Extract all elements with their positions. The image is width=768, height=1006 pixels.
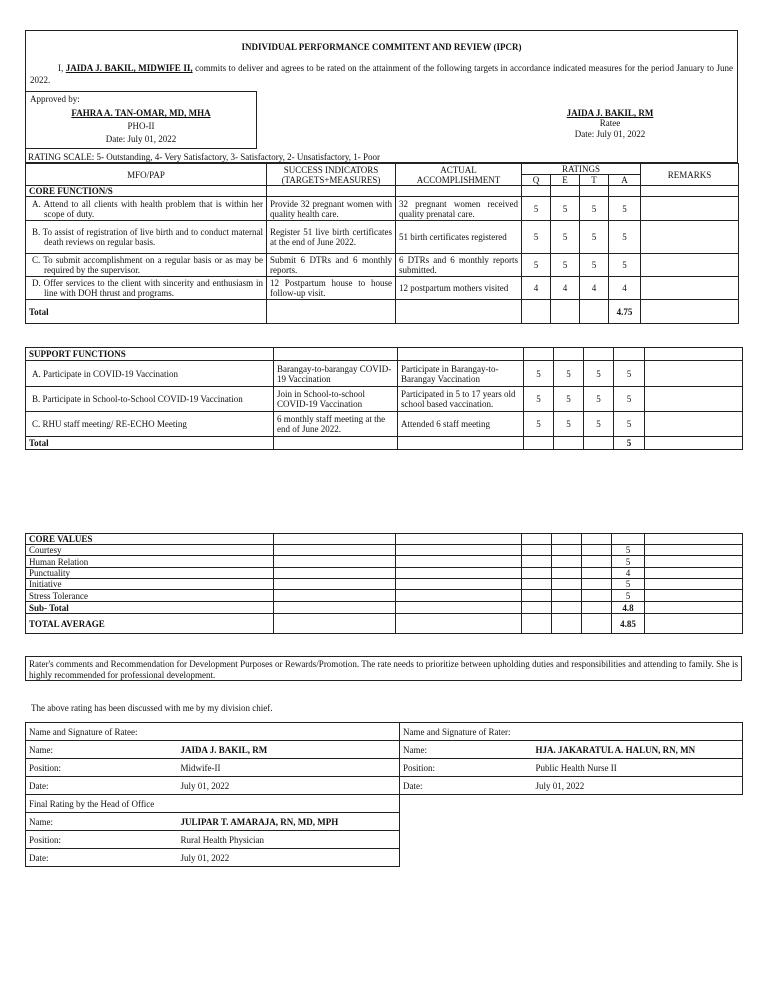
value-label: Initiative — [26, 579, 274, 590]
col-success: SUCCESS INDICATORS (TARGETS+MEASURES) — [267, 164, 396, 186]
approver-date: Date: July 01, 2022 — [105, 134, 177, 144]
q-cell: 4 — [522, 277, 551, 300]
remarks-cell — [641, 254, 739, 277]
e-cell: 5 — [551, 221, 580, 254]
ratee-label: Ratee — [599, 118, 621, 128]
date-label: Date: — [26, 849, 178, 867]
date-label: Date: — [400, 777, 533, 795]
core-heading: CORE FUNCTION/S — [26, 186, 267, 197]
value-label: Courtesy — [26, 545, 274, 556]
si-cell: Barangay-to-barangay COVID-19 Vaccination — [274, 361, 398, 387]
value-label: Punctuality — [26, 568, 274, 579]
mfo-cell: C. RHU staff meeting/ RE-ECHO Meeting — [26, 412, 274, 437]
col-q: Q — [522, 175, 551, 186]
head-position: Rural Health Physician — [178, 831, 400, 849]
acc-cell: Participated in 5 to 17 years old school based vaccination. — [398, 387, 524, 412]
e-cell: 4 — [551, 277, 580, 300]
a-cell: 4 — [612, 568, 645, 579]
head-date: July 01, 2022 — [178, 849, 400, 867]
final-rating-table — [25, 794, 400, 867]
q-cell: 5 — [522, 221, 551, 254]
remarks-cell — [645, 387, 743, 412]
subtotal-label: Sub- Total — [26, 602, 274, 614]
q-cell: 5 — [522, 254, 551, 277]
si-cell: Provide 32 pregnant women with quality health care. — [267, 197, 396, 221]
t-cell: 5 — [580, 221, 609, 254]
mfo-cell: A. Attend to all clients with health problem that is within her scope of duty. — [26, 197, 267, 221]
value-label: Stress Tolerance — [26, 590, 274, 602]
e-cell: 5 — [554, 412, 584, 437]
rater-sig-position: Public Health Nurse II — [533, 759, 743, 777]
total-average-value: 4.85 — [612, 614, 645, 634]
table-row — [26, 568, 743, 579]
col-actual: ACTUAL ACCOMPLISHMENT — [396, 164, 522, 186]
col-ratings: RATINGS — [522, 164, 641, 175]
table-row — [26, 412, 743, 437]
rater-signature-heading: Name and Signature of Rater: — [400, 723, 743, 741]
values-heading: CORE VALUES — [26, 534, 274, 545]
position-label: Position: — [400, 759, 533, 777]
col-a: A — [609, 175, 641, 186]
discussed-statement: The above rating has been discussed with me by my division chief. — [31, 703, 273, 713]
t-cell: 5 — [580, 254, 609, 277]
intro-rest: commits to deliver and agrees to be rated on the attainment of the following targets in accordance indicated measures for the period January to June 2022. — [30, 63, 733, 85]
acc-cell: Participate in Barangay-to-Barangay Vaccination — [398, 361, 524, 387]
document-title: INDIVIDUAL PERFORMANCE COMMITENT AND REVIEW (IPCR) — [241, 42, 522, 52]
a-cell: 5 — [612, 545, 645, 556]
ratee-sig-position: Midwife-II — [178, 759, 400, 777]
table-row — [26, 221, 739, 254]
t-cell: 5 — [584, 412, 614, 437]
core-values-table — [25, 533, 743, 634]
core-total-value: 4.75 — [609, 300, 641, 324]
q-cell: 5 — [522, 197, 551, 221]
rater-sig-date: July 01, 2022 — [533, 777, 743, 795]
col-t: T — [580, 175, 609, 186]
si-cell: Register 51 live birth certificates at the end of June 2022. — [267, 221, 396, 254]
intro-name: JAIDA J. BAKIL, MIDWIFE II, — [65, 63, 193, 73]
total-average-label: TOTAL AVERAGE — [26, 614, 274, 634]
rating-scale: RATING SCALE: 5- Outstanding, 4- Very Satisfactory, 3- Satisfactory, 2- Unsatisfactory, 1- Poor — [28, 152, 381, 162]
q-cell: 5 — [524, 412, 554, 437]
table-row — [26, 197, 739, 221]
name-label: Name: — [26, 813, 178, 831]
a-cell: 5 — [612, 579, 645, 590]
ratee-sig-name: JAIDA J. BAKIL, RM — [178, 741, 400, 759]
a-cell: 5 — [614, 412, 645, 437]
rater-sig-name: HJA. JAKARATUL A. HALUN, RN, MN — [533, 741, 743, 759]
col-remarks: REMARKS — [641, 164, 739, 186]
support-functions-table — [25, 347, 743, 450]
si-cell: 6 monthly staff meeting at the end of June 2022. — [274, 412, 398, 437]
intro-statement — [30, 62, 733, 86]
a-cell: 5 — [609, 197, 641, 221]
col-e: E — [551, 175, 580, 186]
e-cell: 5 — [551, 254, 580, 277]
e-cell: 5 — [551, 197, 580, 221]
acc-cell: 32 pregnant women received quality prenatal care. — [396, 197, 522, 221]
a-cell: 5 — [614, 361, 645, 387]
rater-comments: Rater's comments and Recommendation for Development Purposes or Rewards/Promotion. The rate needs to prioritize between upholding duties and responsibilities and attending to family. She is highly recommended for professional development. — [25, 656, 742, 681]
head-name: JULIPAR T. AMARAJA, RN, MD, MPH — [178, 813, 400, 831]
core-functions-table — [25, 163, 739, 324]
table-row — [26, 556, 743, 568]
remarks-cell — [641, 221, 739, 254]
t-cell: 5 — [584, 387, 614, 412]
col-mfo: MFO/PAP — [26, 164, 267, 186]
remarks-cell — [641, 277, 739, 300]
table-row — [26, 579, 743, 590]
position-label: Position: — [26, 831, 178, 849]
e-cell: 5 — [554, 361, 584, 387]
ratee-date: Date: July 01, 2022 — [574, 129, 646, 139]
mfo-cell: A. Participate in COVID-19 Vaccination — [26, 361, 274, 387]
signatures-table — [25, 722, 743, 795]
remarks-cell — [641, 197, 739, 221]
e-cell: 5 — [554, 387, 584, 412]
table-row — [26, 254, 739, 277]
value-label: Human Relation — [26, 556, 274, 568]
table-row — [26, 387, 743, 412]
si-cell: 12 Postpartum house to house follow-up visit. — [267, 277, 396, 300]
subtotal-value: 4.8 — [612, 602, 645, 614]
approver-name: FAHRA A. TAN-OMAR, MD, MHA — [71, 108, 211, 118]
si-cell: Join in School-to-school COVID-19 Vaccination — [274, 387, 398, 412]
date-label: Date: — [26, 777, 178, 795]
approver-position: PHO-II — [127, 121, 155, 131]
name-label: Name: — [26, 741, 178, 759]
acc-cell: 6 DTRs and 6 monthly reports submitted. — [396, 254, 522, 277]
final-rating-heading: Final Rating by the Head of Office — [26, 795, 400, 813]
acc-cell: 12 postpartum mothers visited — [396, 277, 522, 300]
position-label: Position: — [26, 759, 178, 777]
support-heading: SUPPORT FUNCTIONS — [26, 348, 274, 361]
acc-cell: Attended 6 staff meeting — [398, 412, 524, 437]
remarks-cell — [645, 361, 743, 387]
a-cell: 5 — [612, 556, 645, 568]
ratee-signature-heading: Name and Signature of Ratee: — [26, 723, 400, 741]
remarks-cell — [645, 412, 743, 437]
t-cell: 5 — [584, 361, 614, 387]
table-row — [26, 590, 743, 602]
si-cell: Submit 6 DTRs and 6 monthly reports. — [267, 254, 396, 277]
q-cell: 5 — [524, 387, 554, 412]
a-cell: 4 — [609, 277, 641, 300]
t-cell: 5 — [580, 197, 609, 221]
q-cell: 5 — [524, 361, 554, 387]
a-cell: 5 — [612, 590, 645, 602]
mfo-cell: B. To assist of registration of live birth and to conduct maternal death reviews on regular basis. — [26, 221, 267, 254]
ratee-name: JAIDA J. BAKIL, RM — [566, 108, 654, 118]
ratee-sig-date: July 01, 2022 — [178, 777, 400, 795]
support-total-value: 5 — [614, 437, 645, 450]
acc-cell: 51 birth certificates registered — [396, 221, 522, 254]
a-cell: 5 — [609, 254, 641, 277]
mfo-cell: C. To submit accomplishment on a regular basis or as may be required by the supervisor. — [26, 254, 267, 277]
a-cell: 5 — [609, 221, 641, 254]
support-total-label: Total — [26, 437, 274, 450]
mfo-cell: B. Participate in School-to-School COVID-19 Vaccination — [26, 387, 274, 412]
table-row — [26, 277, 739, 300]
intro-prefix: I, — [58, 63, 64, 73]
table-row — [26, 361, 743, 387]
mfo-cell: D. Offer services to the client with sincerity and enthusiasm in line with DOH thrust and programs. — [26, 277, 267, 300]
approved-label: Approved by: — [30, 94, 80, 104]
core-total-label: Total — [26, 300, 267, 324]
a-cell: 5 — [614, 387, 645, 412]
t-cell: 4 — [580, 277, 609, 300]
table-row — [26, 545, 743, 556]
name-label: Name: — [400, 741, 533, 759]
